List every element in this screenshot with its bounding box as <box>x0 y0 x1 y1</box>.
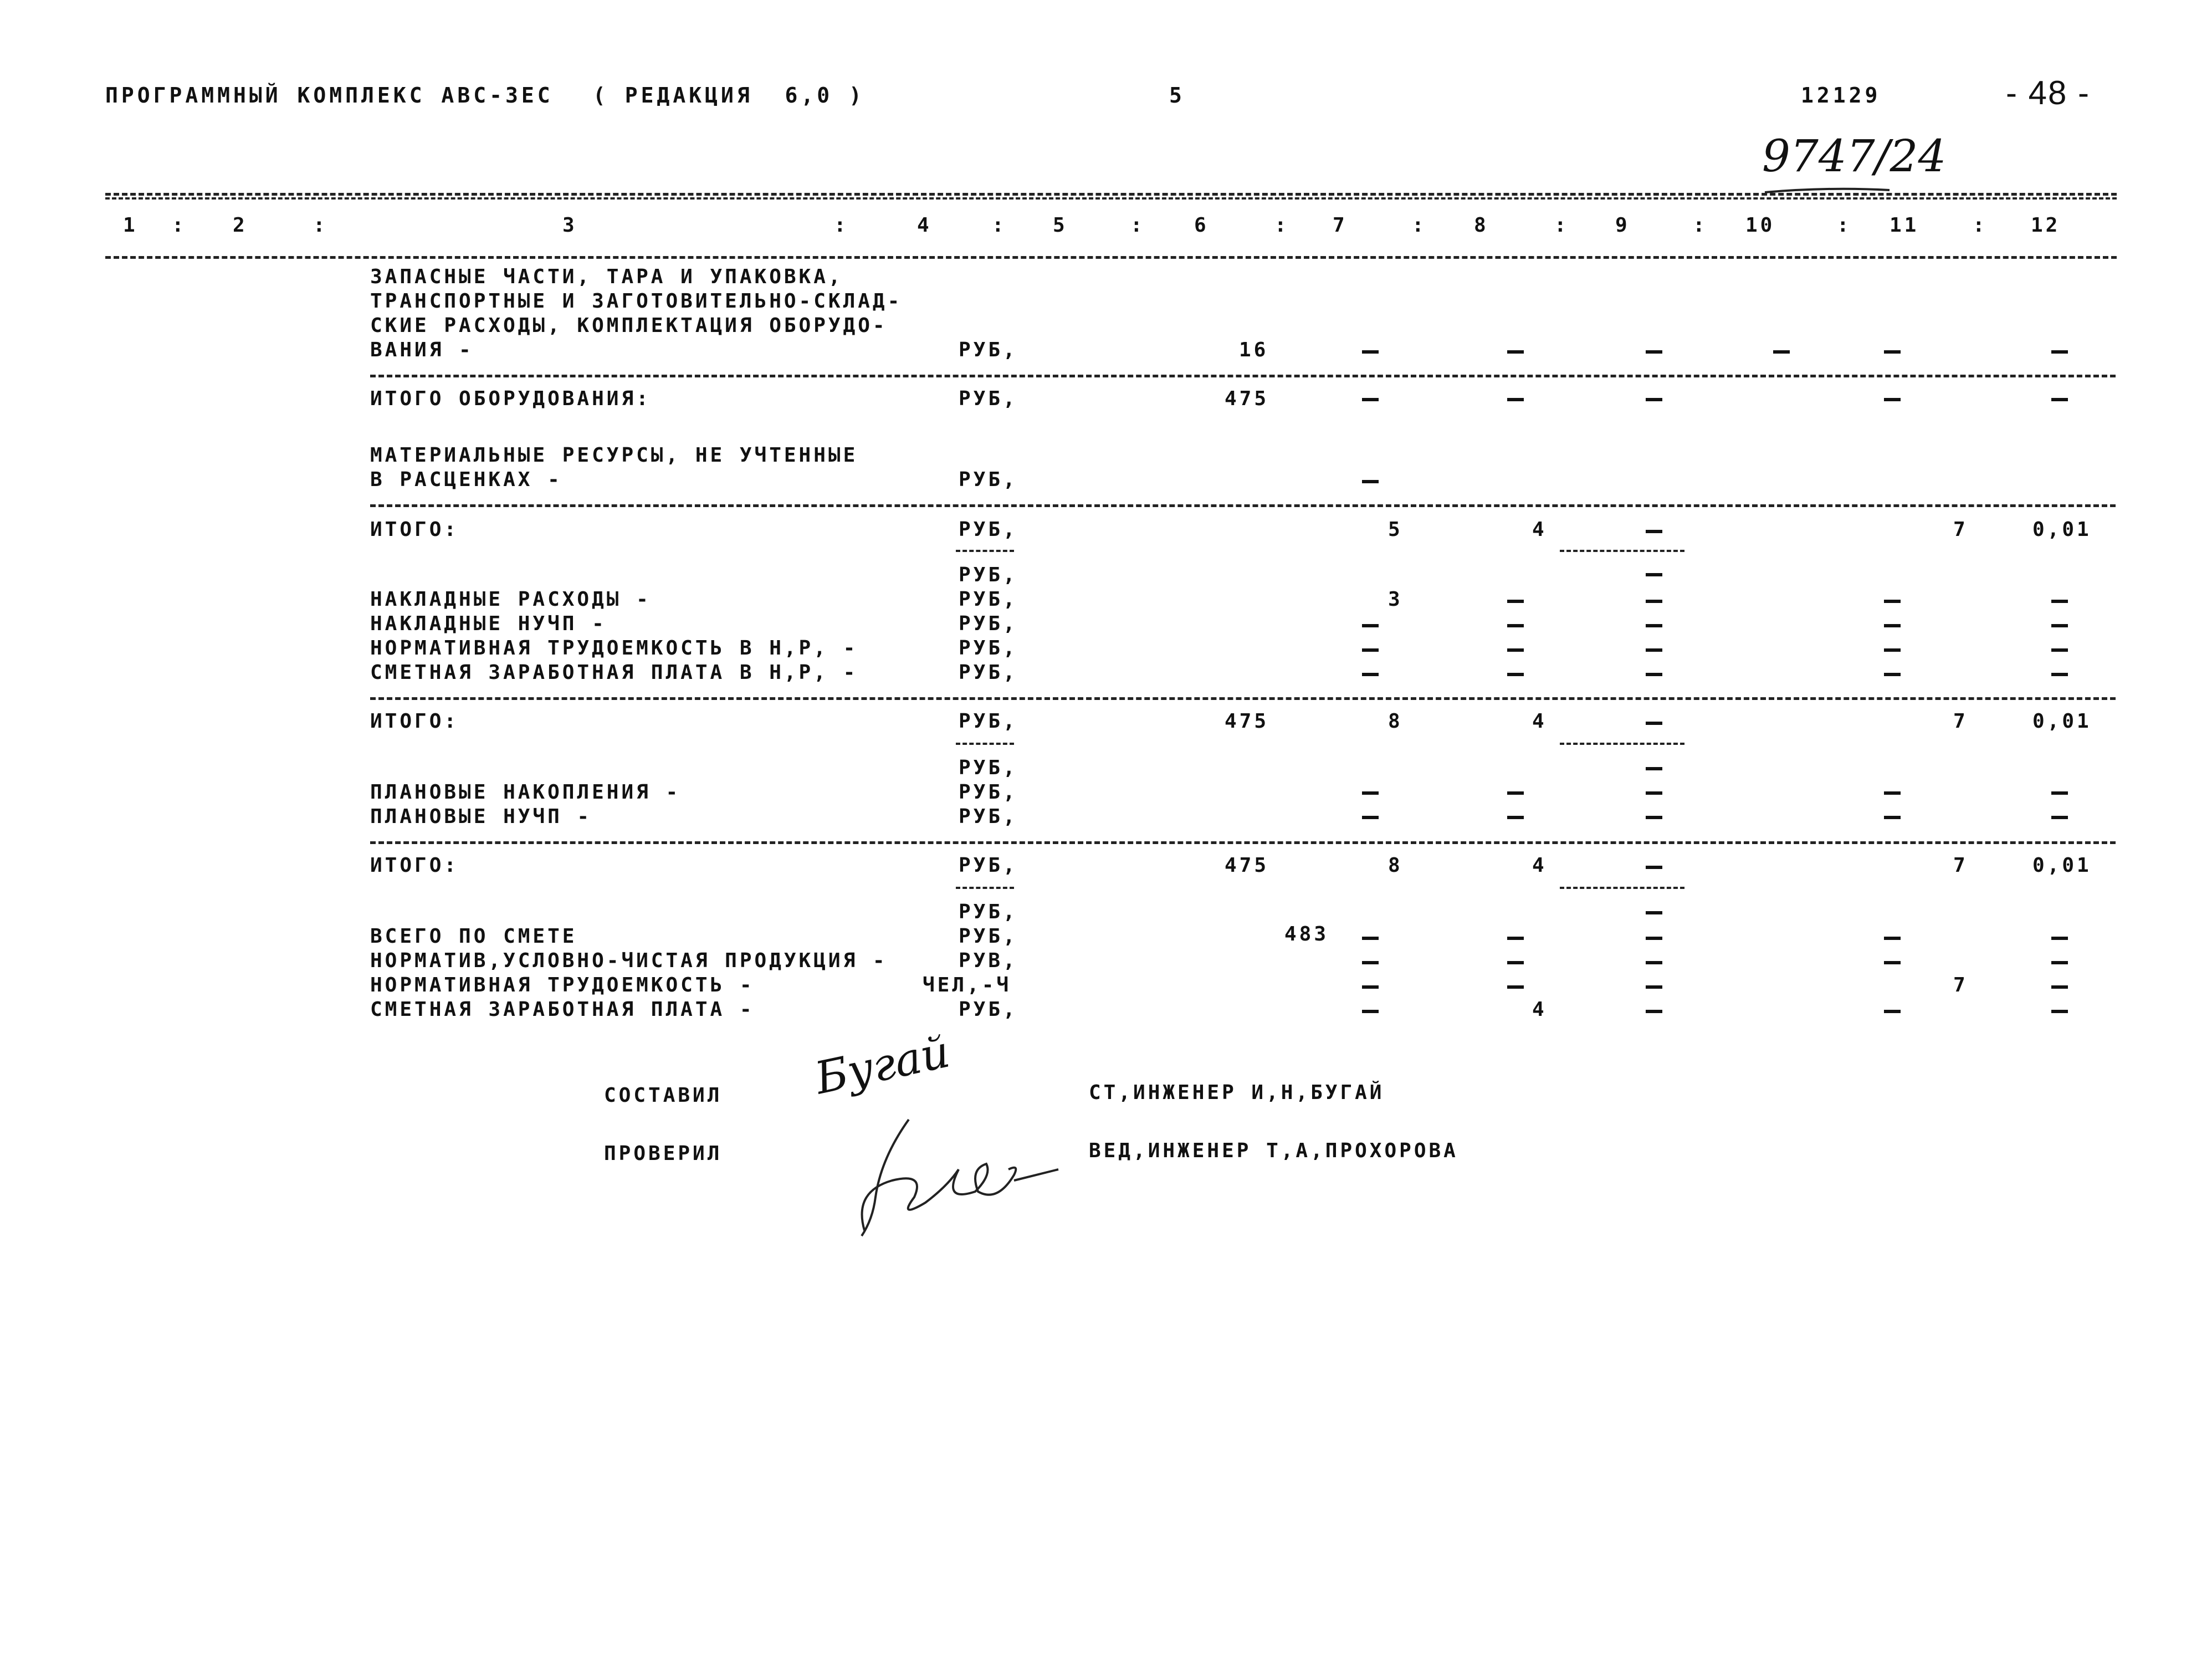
col-sep: : <box>1554 214 1569 237</box>
cell-col7: 5 <box>1388 518 1403 541</box>
dash <box>1646 767 1662 770</box>
row-rule <box>370 375 2116 377</box>
cell-col8: 4 <box>1532 518 1547 541</box>
row-name: СМЕТНАЯ ЗАРАБОТНАЯ ПЛАТА В Н,Р, - <box>370 661 858 684</box>
row-name: ПЛАНОВЫЕ НУЧП - <box>370 805 592 828</box>
cell-col11: 7 <box>1953 854 1968 877</box>
dash <box>1362 673 1379 676</box>
cell-col6-total: 483 <box>1284 923 1329 945</box>
row-unit: РУБ, <box>959 710 1018 733</box>
row-unit: РУБ, <box>959 781 1018 804</box>
col-sep: : <box>172 214 187 237</box>
dash <box>1507 648 1524 652</box>
row-name: ТРАНСПОРТНЫЕ И ЗАГОТОВИТЕЛЬНО-СКЛАД- <box>370 290 903 313</box>
checked-by: ВЕД,ИНЖЕНЕР Т,А,ПРОХОРОВА <box>1089 1139 1458 1162</box>
dash <box>1884 791 1901 795</box>
row-unit: РУБ, <box>959 925 1018 948</box>
row-name: ВАНИЯ - <box>370 339 474 361</box>
dash <box>1646 648 1662 652</box>
col-7: 7 <box>1333 214 1348 237</box>
dash <box>2051 937 2068 940</box>
dash <box>1362 1010 1379 1013</box>
dash <box>1773 350 1790 354</box>
dash <box>1646 530 1662 533</box>
dash <box>1507 600 1524 603</box>
row-unit: РУВ, <box>959 949 1018 972</box>
col-sep: : <box>1412 214 1427 237</box>
edition: ( РЕДАКЦИЯ 6,0 ) <box>593 83 865 108</box>
row-unit: РУБ, <box>959 805 1018 828</box>
row-unit: РУБ, <box>959 854 1018 877</box>
dash <box>1646 624 1662 627</box>
dash <box>1362 350 1379 354</box>
underline <box>1560 743 1684 745</box>
dash <box>1362 937 1379 940</box>
row-name: В РАСЦЕНКАХ - <box>370 468 562 491</box>
row-unit: РУБ, <box>959 998 1018 1021</box>
dash <box>1646 866 1662 869</box>
compiled-by: СТ,ИНЖЕНЕР И,Н,БУГАЙ <box>1089 1081 1385 1104</box>
dash <box>2051 673 2068 676</box>
dash <box>1362 624 1379 627</box>
dash <box>1362 398 1379 401</box>
dash <box>1646 600 1662 603</box>
dash <box>1362 961 1379 964</box>
dash <box>1884 648 1901 652</box>
page-number: - 48 - <box>2006 74 2091 111</box>
dash <box>2051 791 2068 795</box>
col-sep: : <box>313 214 328 237</box>
dash <box>1646 911 1662 914</box>
dash <box>1362 791 1379 795</box>
col-1: 1 <box>123 214 138 237</box>
dash <box>1646 722 1662 725</box>
cell-col8: 4 <box>1532 998 1547 1021</box>
underline <box>956 743 1014 745</box>
col-sep: : <box>992 214 1007 237</box>
col-sep: : <box>1274 214 1289 237</box>
signature-prokhorova <box>831 1108 1064 1241</box>
row-name: НОРМАТИВНАЯ ТРУДОЕМКОСТЬ В Н,Р, - <box>370 637 858 660</box>
cell-col11: 7 <box>1953 974 1968 996</box>
dash <box>1646 791 1662 795</box>
dash <box>1884 600 1901 603</box>
dash <box>1884 398 1901 401</box>
underline <box>1560 550 1684 552</box>
col-sep: : <box>1130 214 1145 237</box>
cell-col6: 16 <box>1239 339 1269 361</box>
row-name: СМЕТНАЯ ЗАРАБОТНАЯ ПЛАТА - <box>370 998 755 1021</box>
col-5: 5 <box>1053 214 1068 237</box>
cell-col6: 475 <box>1225 387 1269 410</box>
dash <box>2051 961 2068 964</box>
col-9: 9 <box>1615 214 1630 237</box>
row-rule <box>370 841 2116 844</box>
row-unit: РУБ, <box>959 901 1018 923</box>
row-name: СКИЕ РАСХОДЫ, КОМПЛЕКТАЦИЯ ОБОРУДО- <box>370 314 888 337</box>
dash <box>1884 816 1901 819</box>
dash <box>1362 985 1379 989</box>
row-name: НАКЛАДНЫЕ НУЧП - <box>370 612 607 635</box>
dash <box>1507 350 1524 354</box>
dash <box>1507 985 1524 989</box>
dash <box>2051 600 2068 603</box>
row-unit: РУБ, <box>959 637 1018 660</box>
dash <box>1507 398 1524 401</box>
handwritten-reference: 9747/24 <box>1762 130 1947 182</box>
dash <box>1884 937 1901 940</box>
row-name: НОРМАТИВ,УСЛОВНО-ЧИСТАЯ ПРОДУКЦИЯ - <box>370 949 888 972</box>
row-name: НАКЛАДНЫЕ РАСХОДЫ - <box>370 588 651 611</box>
dash <box>1646 398 1662 401</box>
dash <box>1362 480 1379 483</box>
cell-col7: 8 <box>1388 710 1403 733</box>
cell-col6: 475 <box>1225 710 1269 733</box>
dash <box>1507 816 1524 819</box>
row-unit: РУБ, <box>959 661 1018 684</box>
cell-col6: 475 <box>1225 854 1269 877</box>
document-code: 12129 <box>1801 83 1881 108</box>
dash <box>1646 1010 1662 1013</box>
dash <box>1646 673 1662 676</box>
col-2: 2 <box>233 214 248 237</box>
dash <box>1507 961 1524 964</box>
row-name: ИТОГО: <box>370 518 459 541</box>
section-number: 5 <box>1169 83 1185 108</box>
dash <box>1884 673 1901 676</box>
cell-col8: 4 <box>1532 854 1547 877</box>
cell-col7: 3 <box>1388 588 1403 611</box>
dash <box>1884 624 1901 627</box>
dash <box>1646 816 1662 819</box>
row-unit: РУБ, <box>959 518 1018 541</box>
cell-col8: 4 <box>1532 710 1547 733</box>
dash <box>2051 350 2068 354</box>
row-name: ИТОГО ОБОРУДОВАНИЯ: <box>370 387 651 410</box>
row-unit: РУБ, <box>959 387 1018 410</box>
cell-col12: 0,01 <box>2032 518 2092 541</box>
dash <box>1646 350 1662 354</box>
table-top-rule-2 <box>105 197 2117 200</box>
col-8: 8 <box>1474 214 1489 237</box>
row-name: ЗАПАСНЫЕ ЧАСТИ, ТАРА И УПАКОВКА, <box>370 265 843 288</box>
row-unit: РУБ, <box>959 468 1018 491</box>
underline <box>956 887 1014 889</box>
row-name: НОРМАТИВНАЯ ТРУДОЕМКОСТЬ - <box>370 974 755 996</box>
col-4: 4 <box>917 214 932 237</box>
dash <box>2051 1010 2068 1013</box>
row-name: МАТЕРИАЛЬНЫЕ РЕСУРСЫ, НЕ УЧТЕННЫЕ <box>370 444 858 467</box>
row-name: ПЛАНОВЫЕ НАКОПЛЕНИЯ - <box>370 781 681 804</box>
col-sep: : <box>1693 214 1708 237</box>
cell-col11: 7 <box>1953 710 1968 733</box>
row-unit: РУБ, <box>959 339 1018 361</box>
col-sep: : <box>1973 214 1988 237</box>
underline <box>956 550 1014 552</box>
dash <box>1507 624 1524 627</box>
col-11: 11 <box>1890 214 1919 237</box>
col-12: 12 <box>2031 214 2061 237</box>
row-unit: РУБ, <box>959 757 1018 779</box>
col-10: 10 <box>1745 214 1775 237</box>
row-name: ИТОГО: <box>370 854 459 877</box>
dash <box>1362 648 1379 652</box>
dash <box>2051 816 2068 819</box>
row-unit: РУБ, <box>959 612 1018 635</box>
row-name: ИТОГО: <box>370 710 459 733</box>
row-unit: ЧЕЛ,-Ч <box>923 974 1012 996</box>
underline <box>1560 887 1684 889</box>
cell-col11: 7 <box>1953 518 1968 541</box>
signature-bugai: Бугай <box>810 1025 954 1105</box>
dash <box>2051 624 2068 627</box>
col-3: 3 <box>562 214 577 237</box>
checked-label: ПРОВЕРИЛ <box>604 1142 723 1165</box>
table-top-rule <box>105 193 2117 196</box>
col-sep: : <box>834 214 849 237</box>
dash <box>2051 398 2068 401</box>
dash <box>2051 985 2068 989</box>
dash <box>2051 648 2068 652</box>
dash <box>1884 961 1901 964</box>
col-sep: : <box>1837 214 1852 237</box>
row-name: ВСЕГО ПО СМЕТЕ <box>370 925 577 948</box>
dash <box>1646 985 1662 989</box>
cell-col7: 8 <box>1388 854 1403 877</box>
col-6: 6 <box>1194 214 1209 237</box>
dash <box>1884 350 1901 354</box>
cell-col12: 0,01 <box>2032 854 2092 877</box>
dash <box>1507 791 1524 795</box>
header-bottom-rule <box>105 256 2117 259</box>
dash <box>1646 937 1662 940</box>
dash <box>1884 1010 1901 1013</box>
compiled-label: СОСТАВИЛ <box>604 1084 723 1107</box>
dash <box>1646 573 1662 576</box>
row-unit: РУБ, <box>959 588 1018 611</box>
row-rule <box>370 504 2116 507</box>
dash <box>1646 961 1662 964</box>
dash <box>1507 937 1524 940</box>
dash <box>1507 673 1524 676</box>
cell-col12: 0,01 <box>2032 710 2092 733</box>
row-unit: РУБ, <box>959 564 1018 586</box>
row-rule <box>370 697 2116 700</box>
dash <box>1362 816 1379 819</box>
program-title: ПРОГРАММНЫЙ КОМПЛЕКС АВС-3ЕС <box>105 83 554 108</box>
